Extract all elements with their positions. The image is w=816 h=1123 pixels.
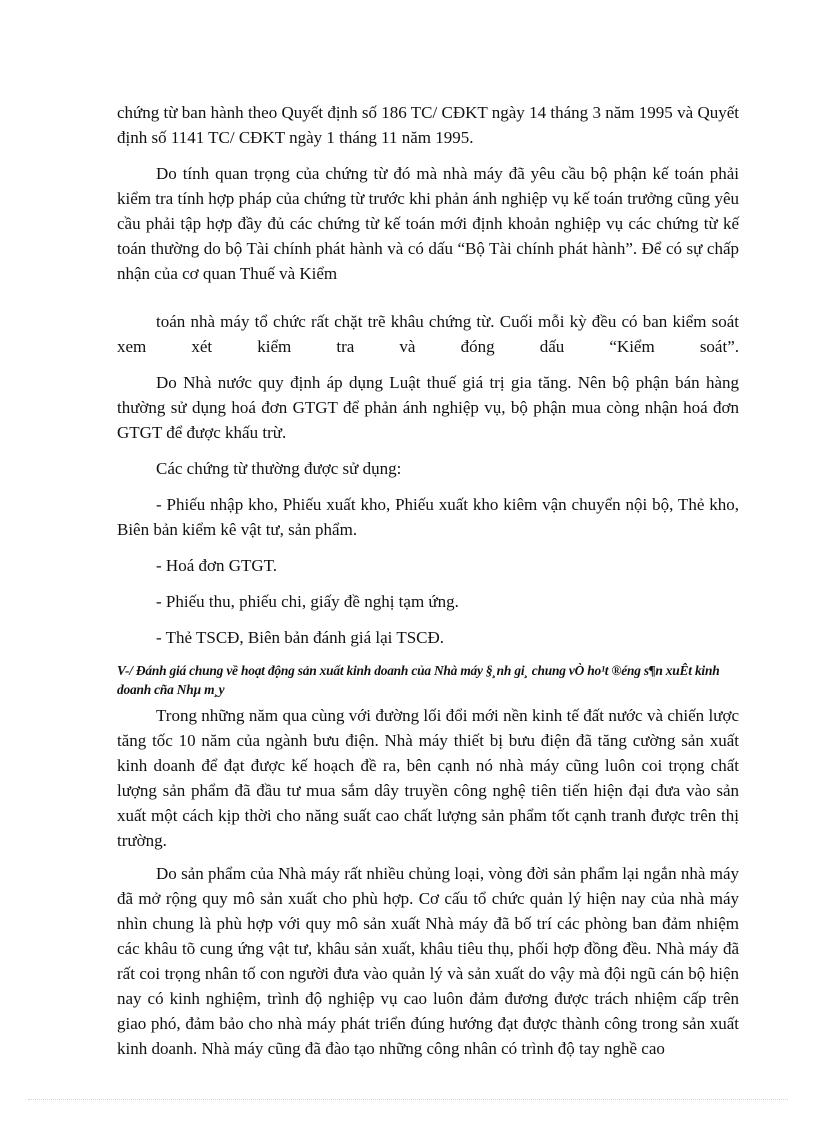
document-body — [117, 100, 739, 1072]
paragraph-decision-reference: chứng từ ban hành theo Quyết định số 186 TC/ CĐKT ngày 14 tháng 3 năm 1995 và Quyết định số 1141 TC/ CĐKT ngày 1 tháng 11 năm 1995. — [117, 103, 739, 147]
spacer — [117, 297, 739, 309]
paragraph-document-importance: Do tính quan trọng của chứng từ đó mà nhà máy đã yêu cầu bộ phận kế toán phải kiểm tra tính hợp pháp của chứng từ trước khi phản ánh nghiệp vụ kế toán trưởng cũng yêu cầu phải tập hợp đầy đủ các chứng từ kế toán mới định khoản nghiệp vụ các chứng từ kế toán thường do bộ Tài chính phát hành và có dấu “Bộ Tài chính phát hành”. Để có sự chấp nhận của cơ quan Thuế và Kiểm — [117, 164, 739, 283]
paragraph-audit-control: toán nhà máy tổ chức rất chặt trẽ khâu chứng từ. Cuối mỗi kỳ đều có ban kiểm soát xem xét kiểm tra và đóng dấu “Kiểm soát”. — [117, 312, 739, 356]
page-footer-divider — [28, 1099, 788, 1100]
paragraph-overview: Trong những năm qua cùng với đường lối đổi mới nền kinh tế đất nước và chiến lược tăng tốc 10 năm của ngành bưu điện. Nhà máy thiết bị bưu điện đã tăng cường sản xuất kinh doanh để đạt được kế hoạch đề ra, bên cạnh nó nhà máy cũng luôn coi trọng chất lượng sản phẩm đã đầu tư mua sắm dây truyền công nghệ tiên tiến hiện đại đưa vào sản xuất một cách kịp thời cho năng suất cao chất lượng sản phẩm tốt cạnh tranh được trên thị trường. — [117, 706, 739, 850]
section-heading: V-/ Đánh giá chung về hoạt động sản xuất kinh doanh của Nhà máy §¸nh gi¸ chung vÒ ho¹t ®éng s¶n xuÊt kinh doanh cña Nhµ m¸y — [117, 663, 720, 697]
paragraph-vat-regulation: Do Nhà nước quy định áp dụng Luật thuế giá trị gia tăng. Nên bộ phận bán hàng thường sử dụng hoá đơn GTGT để phản ánh nghiệp vụ, bộ phận mua còng nhận hoá đơn GTGT để được khấu trừ. — [117, 373, 739, 442]
paragraph-organization: Do sản phẩm của Nhà máy rất nhiều chủng loại, vòng đời sản phẩm lại ngắn nhà máy đã mở rộng quy mô sản xuất cho phù hợp. Cơ cấu tổ chức quản lý hiện nay của nhà máy nhìn chung là phù hợp với quy mô sản xuất Nhà máy đã bố trí các phòng ban đảm nhiệm các khâu tõ cung ứng vật tư, khâu sản xuất, khâu tiêu thụ, phối hợp đồng đều. Nhà máy đã rất coi trọng nhân tố con người đưa vào quản lý và sản xuất do vậy mà đội ngũ cán bộ hiện nay có kinh nghiệm, trình độ nghiệp vụ cao luôn đảm đương được trách nhiệm cấp trên giao phó, đảm bảo cho nhà máy phát triển đúng hướng đạt được thành công trong sản xuất kinh doanh. Nhà máy cũng đã đào tạo những công nhân có trình độ tay nghề cao — [117, 864, 739, 1058]
list-item-warehouse-documents: - Phiếu nhập kho, Phiếu xuất kho, Phiếu xuất kho kiêm vận chuyển nội bộ, Thẻ kho, Biên bản kiểm kê vật tư, sản phẩm. — [117, 495, 739, 539]
list-item-receipts: - Phiếu thu, phiếu chi, giấy đề nghị tạm ứng. — [156, 592, 459, 611]
spacer — [117, 853, 739, 861]
list-item-vat-invoice: - Hoá đơn GTGT. — [156, 556, 278, 575]
paragraph-documents-used-intro: Các chứng từ thường được sử dụng: — [156, 459, 402, 478]
list-item-fixed-assets: - Thẻ TSCĐ, Biên bản đánh giá lại TSCĐ. — [156, 628, 445, 647]
